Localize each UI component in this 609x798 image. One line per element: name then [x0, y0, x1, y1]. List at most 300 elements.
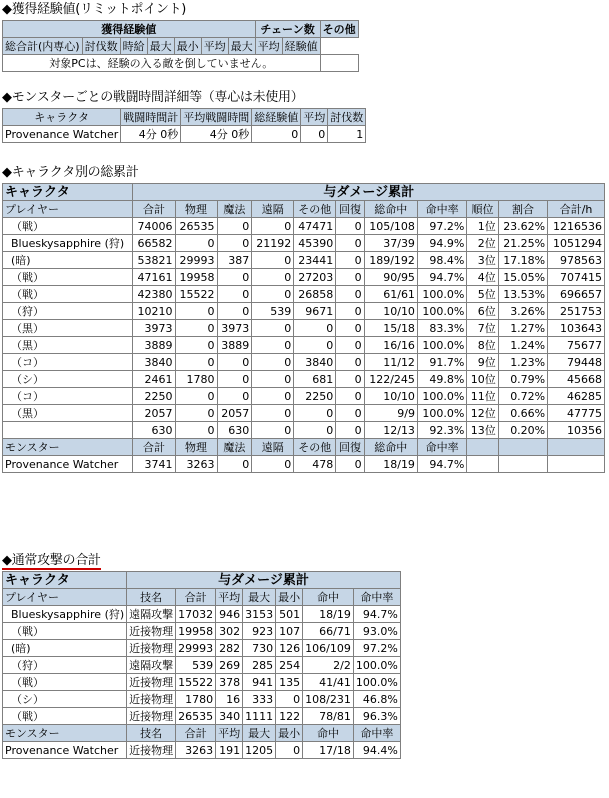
normal-player-cell: 539	[176, 657, 216, 674]
total-player-cell: 91.7%	[417, 354, 466, 371]
total-player-cell: 5位	[467, 286, 499, 303]
total-player-cell: 42380	[133, 286, 175, 303]
total-player-cell: 3973	[133, 320, 175, 337]
normal-section-title: ◆通常攻撃の合計	[2, 553, 101, 568]
total-player-cell: 0	[217, 286, 252, 303]
battle-cell: 1	[328, 126, 366, 143]
total-player-cell: 0	[252, 269, 294, 286]
total-player-cell: (暗)	[3, 252, 133, 269]
total-player-cell: 0	[294, 405, 336, 422]
total-player-cell: （狩）	[3, 303, 133, 320]
total-player-cell: 0	[336, 422, 364, 439]
total-player-cell: 12/13	[364, 422, 417, 439]
normal-player-cell: 26535	[176, 708, 216, 725]
normal-player-cell: 18/19	[303, 606, 354, 623]
total-player-row	[3, 235, 605, 252]
normal-monster-col-header: 命中率	[353, 725, 400, 742]
normal-player-cell: 近接物理	[127, 623, 176, 640]
total-player-cell: 16/16	[364, 337, 417, 354]
battle-col-header: 討伐数	[328, 109, 366, 126]
total-player-cell: 90/95	[364, 269, 417, 286]
normal-col-header: 最大	[243, 589, 276, 606]
total-player-cell: 2057	[133, 405, 175, 422]
normal-player-cell: （戦）	[3, 623, 127, 640]
total-player-cell: （黒）	[3, 320, 133, 337]
normal-player-label: プレイヤー	[3, 589, 127, 606]
normal-monster-cell: 近接物理	[127, 742, 176, 759]
normal-player-cell: （戦）	[3, 708, 127, 725]
normal-player-row	[3, 606, 401, 623]
total-player-cell: 46285	[548, 388, 605, 405]
exp-empty-cell	[320, 55, 358, 72]
total-player-cell: 103643	[548, 320, 605, 337]
total-player-cell: 21192	[252, 235, 294, 252]
total-player-cell: 49.8%	[417, 371, 466, 388]
total-player-cell: 0	[252, 337, 294, 354]
normal-table	[2, 571, 401, 759]
total-player-cell: 2位	[467, 235, 499, 252]
normal-player-cell: 66/71	[303, 623, 354, 640]
exp-col-header: 平均	[255, 38, 282, 55]
normal-monster-col-header: 技名	[127, 725, 176, 742]
total-player-cell: 10/10	[364, 388, 417, 405]
total-player-cell: 83.3%	[417, 320, 466, 337]
total-player-cell: 0	[217, 371, 252, 388]
total-monster-cell: 0	[217, 456, 252, 473]
exp-header-main: 獲得経験値	[3, 21, 256, 38]
normal-player-cell: 285	[243, 657, 276, 674]
total-player-cell: 100.0%	[417, 286, 466, 303]
total-player-cell: 94.9%	[417, 235, 466, 252]
normal-damage-label: 与ダメージ累計	[127, 572, 401, 589]
normal-col-header: 命中	[303, 589, 354, 606]
total-player-cell: 10210	[133, 303, 175, 320]
total-player-cell: 26535	[175, 218, 217, 235]
total-col-header: 回復	[336, 201, 364, 218]
battle-col-header: 戦闘時間計	[121, 109, 181, 126]
total-monster-cell: 3741	[133, 456, 175, 473]
normal-monster-cell: 1205	[243, 742, 276, 759]
normal-player-cell: 378	[216, 674, 243, 691]
normal-player-cell: 923	[243, 623, 276, 640]
total-player-cell: 251753	[548, 303, 605, 320]
total-player-cell: 0	[336, 388, 364, 405]
total-player-row	[3, 320, 605, 337]
battle-col-header: 総経験値	[252, 109, 301, 126]
exp-message: 対象PCは、経験の入る敵を倒していません。	[3, 55, 321, 72]
normal-player-cell: （シ）	[3, 691, 127, 708]
normal-monster-row	[3, 742, 401, 759]
total-monster-row	[3, 456, 605, 473]
exp-header-chain: チェーン数	[255, 21, 320, 38]
total-player-cell: 0	[175, 405, 217, 422]
total-player-cell: 0.20%	[498, 422, 547, 439]
total-player-cell: 0	[336, 235, 364, 252]
normal-player-cell: 41/41	[303, 674, 354, 691]
total-player-cell: 0	[217, 269, 252, 286]
normal-col-header: 命中率	[353, 589, 400, 606]
total-player-cell: 0	[336, 218, 364, 235]
total-player-cell: 3840	[294, 354, 336, 371]
total-player-cell: （黒）	[3, 405, 133, 422]
total-player-row	[3, 269, 605, 286]
normal-player-cell: 302	[216, 623, 243, 640]
total-player-cell: 10位	[467, 371, 499, 388]
total-player-cell: 11位	[467, 388, 499, 405]
total-player-cell: 0	[252, 218, 294, 235]
battle-row	[3, 126, 366, 143]
total-player-cell: Blueskysapphire (狩)	[3, 235, 133, 252]
total-player-cell: 15/18	[364, 320, 417, 337]
total-player-cell: 17.18%	[498, 252, 547, 269]
normal-player-cell: 282	[216, 640, 243, 657]
normal-player-cell: 97.2%	[353, 640, 400, 657]
total-player-cell: 0	[175, 354, 217, 371]
total-monster-cell: 0	[336, 456, 364, 473]
normal-player-cell: 96.3%	[353, 708, 400, 725]
total-player-cell: 3.26%	[498, 303, 547, 320]
total-monster-empty-header	[548, 439, 605, 456]
total-col-header: 順位	[467, 201, 499, 218]
total-col-header: 合計/h	[548, 201, 605, 218]
total-player-cell: 3889	[217, 337, 252, 354]
normal-player-row	[3, 657, 401, 674]
total-player-cell: 0	[175, 303, 217, 320]
total-player-cell: 0	[252, 354, 294, 371]
total-player-cell: 0	[175, 320, 217, 337]
normal-player-cell: 107	[276, 623, 303, 640]
total-monster-col-header: 総命中	[364, 439, 417, 456]
total-player-cell: 53821	[133, 252, 175, 269]
total-player-cell: 707415	[548, 269, 605, 286]
total-player-cell: 387	[217, 252, 252, 269]
total-player-cell: 100.0%	[417, 405, 466, 422]
exp-col-header: 討伐数	[82, 38, 120, 55]
total-player-cell: 0	[336, 371, 364, 388]
normal-player-cell: 1111	[243, 708, 276, 725]
normal-player-cell: 近接物理	[127, 640, 176, 657]
total-player-cell: （コ）	[3, 388, 133, 405]
total-player-cell: （黒）	[3, 337, 133, 354]
total-player-cell: 100.0%	[417, 337, 466, 354]
exp-col-header: 平均	[201, 38, 228, 55]
total-player-cell: 0	[217, 354, 252, 371]
total-player-cell: 2461	[133, 371, 175, 388]
battle-cell: 4分 0秒	[181, 126, 252, 143]
normal-player-cell: (暗)	[3, 640, 127, 657]
exp-col-header: 時給	[120, 38, 147, 55]
total-player-cell: 0	[336, 286, 364, 303]
normal-monster-label: モンスター	[3, 725, 127, 742]
total-player-cell: 0	[336, 269, 364, 286]
total-player-cell: 37/39	[364, 235, 417, 252]
normal-player-row	[3, 708, 401, 725]
total-player-cell: 0.79%	[498, 371, 547, 388]
normal-player-cell: 108/231	[303, 691, 354, 708]
total-player-cell: 100.0%	[417, 303, 466, 320]
total-monster-col-header: 物理	[175, 439, 217, 456]
total-player-label: プレイヤー	[3, 201, 133, 218]
total-player-cell: 0	[175, 388, 217, 405]
battle-section-title: ◆モンスターごとの戦闘時間詳細等（専心は未使用）	[2, 90, 304, 105]
total-player-cell: 630	[133, 422, 175, 439]
exp-section-title: ◆獲得経験値(リミットポイント)	[2, 2, 187, 17]
total-player-row	[3, 405, 605, 422]
total-player-cell: 0	[217, 218, 252, 235]
total-player-cell: 15522	[175, 286, 217, 303]
normal-player-cell: 近接物理	[127, 691, 176, 708]
total-player-cell: 0	[336, 320, 364, 337]
total-player-row	[3, 354, 605, 371]
normal-player-row	[3, 623, 401, 640]
total-monster-col-header: 合計	[133, 439, 175, 456]
normal-player-cell: 遠隔攻撃	[127, 606, 176, 623]
total-player-cell: 8位	[467, 337, 499, 354]
total-player-cell: 978563	[548, 252, 605, 269]
total-player-cell: 1216536	[548, 218, 605, 235]
total-player-cell: 0	[252, 286, 294, 303]
total-player-cell: 1.27%	[498, 320, 547, 337]
total-col-header: 物理	[175, 201, 217, 218]
total-monster-col-header: 回復	[336, 439, 364, 456]
total-monster-empty-header	[498, 439, 547, 456]
total-player-cell: 45390	[294, 235, 336, 252]
normal-player-cell: 46.8%	[353, 691, 400, 708]
total-player-cell: 23.62%	[498, 218, 547, 235]
total-monster-label: モンスター	[3, 439, 133, 456]
normal-col-header: 合計	[176, 589, 216, 606]
total-monster-cell: Provenance Watcher	[3, 456, 133, 473]
total-player-cell: 2057	[217, 405, 252, 422]
total-player-cell: 0	[252, 405, 294, 422]
total-section-title: ◆キャラクタ別の総累計	[2, 165, 139, 180]
normal-player-cell: 126	[276, 640, 303, 657]
total-player-cell: 26858	[294, 286, 336, 303]
total-monster-empty-cell	[498, 456, 547, 473]
total-player-cell: 15.05%	[498, 269, 547, 286]
normal-col-header: 技名	[127, 589, 176, 606]
total-player-cell: 45668	[548, 371, 605, 388]
total-damage-label: 与ダメージ累計	[133, 184, 605, 201]
total-table	[2, 183, 605, 473]
total-player-cell: 0	[294, 337, 336, 354]
total-player-cell: 0	[175, 235, 217, 252]
normal-player-cell: 730	[243, 640, 276, 657]
battle-cell: 0	[252, 126, 301, 143]
exp-col-header: 最小	[174, 38, 201, 55]
total-player-cell: 98.4%	[417, 252, 466, 269]
normal-player-cell: 94.7%	[353, 606, 400, 623]
total-col-header: 合計	[133, 201, 175, 218]
normal-player-cell: 16	[216, 691, 243, 708]
total-player-row	[3, 286, 605, 303]
exp-col-header: 経験値	[282, 38, 320, 55]
normal-player-cell: 15522	[176, 674, 216, 691]
total-player-row	[3, 218, 605, 235]
total-player-row	[3, 337, 605, 354]
total-player-cell: 47161	[133, 269, 175, 286]
total-player-cell: 23441	[294, 252, 336, 269]
total-player-cell: 0	[252, 388, 294, 405]
total-player-cell: 2250	[133, 388, 175, 405]
normal-player-cell: Blueskysapphire (狩)	[3, 606, 127, 623]
total-player-cell: 0	[217, 235, 252, 252]
total-char-label: キャラクタ	[3, 184, 133, 201]
total-player-cell: 9位	[467, 354, 499, 371]
total-player-cell: 0	[294, 320, 336, 337]
total-player-cell: 100.0%	[417, 388, 466, 405]
total-player-cell: 75677	[548, 337, 605, 354]
exp-col-header: 総合計(内専心)	[3, 38, 83, 55]
total-player-cell: 97.2%	[417, 218, 466, 235]
battle-col-header: キャラクタ	[3, 109, 121, 126]
total-monster-cell: 3263	[175, 456, 217, 473]
total-player-cell: 696657	[548, 286, 605, 303]
total-player-cell: 0	[217, 388, 252, 405]
total-player-cell: 9671	[294, 303, 336, 320]
total-col-header: 総命中	[364, 201, 417, 218]
total-player-cell: （戦）	[3, 269, 133, 286]
total-player-cell: （戦）	[3, 286, 133, 303]
total-player-cell: 3889	[133, 337, 175, 354]
total-player-cell	[3, 422, 133, 439]
total-player-cell: 4位	[467, 269, 499, 286]
normal-player-cell: 941	[243, 674, 276, 691]
total-player-cell: 0	[336, 303, 364, 320]
normal-col-header: 平均	[216, 589, 243, 606]
normal-player-cell: 1780	[176, 691, 216, 708]
normal-player-row	[3, 691, 401, 708]
normal-player-cell: 29993	[176, 640, 216, 657]
total-player-cell: 1.23%	[498, 354, 547, 371]
normal-monster-cell: 191	[216, 742, 243, 759]
total-player-cell: 0	[252, 371, 294, 388]
total-player-cell: 0	[252, 252, 294, 269]
total-player-cell: 630	[217, 422, 252, 439]
exp-table	[2, 20, 359, 72]
total-player-cell: 681	[294, 371, 336, 388]
normal-player-cell: 19958	[176, 623, 216, 640]
normal-player-cell: 遠隔攻撃	[127, 657, 176, 674]
total-player-cell: 6位	[467, 303, 499, 320]
normal-player-cell: （狩）	[3, 657, 127, 674]
battle-table	[2, 108, 366, 143]
normal-player-cell: 近接物理	[127, 674, 176, 691]
total-player-cell: 0	[252, 422, 294, 439]
normal-player-cell: 17032	[176, 606, 216, 623]
total-player-cell: 0	[336, 337, 364, 354]
normal-player-cell: 近接物理	[127, 708, 176, 725]
normal-monster-cell: 94.4%	[353, 742, 400, 759]
total-player-row	[3, 371, 605, 388]
normal-player-cell: 135	[276, 674, 303, 691]
normal-monster-cell: Provenance Watcher	[3, 742, 127, 759]
total-player-cell: 1780	[175, 371, 217, 388]
normal-player-row	[3, 674, 401, 691]
normal-player-cell: 501	[276, 606, 303, 623]
exp-col-header: 最大	[228, 38, 255, 55]
total-player-cell: 1位	[467, 218, 499, 235]
total-player-cell: 0.72%	[498, 388, 547, 405]
normal-player-cell: （戦）	[3, 674, 127, 691]
normal-monster-col-header: 命中	[303, 725, 354, 742]
total-col-header: 命中率	[417, 201, 466, 218]
normal-player-cell: 0	[276, 691, 303, 708]
normal-player-cell: 100.0%	[353, 657, 400, 674]
total-player-cell: 13位	[467, 422, 499, 439]
total-player-cell: 0	[175, 337, 217, 354]
total-player-row	[3, 303, 605, 320]
normal-player-cell: 3153	[243, 606, 276, 623]
total-monster-empty-cell	[548, 456, 605, 473]
normal-player-cell: 78/81	[303, 708, 354, 725]
total-monster-cell: 478	[294, 456, 336, 473]
total-player-cell: 66582	[133, 235, 175, 252]
battle-cell: 4分 0秒	[121, 126, 181, 143]
normal-monster-cell: 0	[276, 742, 303, 759]
battle-cell: 0	[301, 126, 328, 143]
total-monster-cell: 0	[252, 456, 294, 473]
total-monster-col-header: その他	[294, 439, 336, 456]
exp-header-other: その他	[320, 21, 358, 38]
total-col-header: 魔法	[217, 201, 252, 218]
battle-cell: Provenance Watcher	[3, 126, 121, 143]
normal-char-label: キャラクタ	[3, 572, 127, 589]
total-player-cell: 189/192	[364, 252, 417, 269]
total-player-cell: 3位	[467, 252, 499, 269]
total-player-cell: 47775	[548, 405, 605, 422]
total-player-cell: （戦）	[3, 218, 133, 235]
total-player-cell: 0	[252, 320, 294, 337]
total-player-cell: 3840	[133, 354, 175, 371]
total-player-cell: 92.3%	[417, 422, 466, 439]
total-player-cell: 0	[336, 405, 364, 422]
total-player-cell: 21.25%	[498, 235, 547, 252]
total-player-cell: 2250	[294, 388, 336, 405]
normal-monster-col-header: 最大	[243, 725, 276, 742]
total-monster-empty-header	[467, 439, 499, 456]
total-player-cell: 12位	[467, 405, 499, 422]
battle-col-header: 平均	[301, 109, 328, 126]
normal-player-cell: 122	[276, 708, 303, 725]
normal-player-cell: 2/2	[303, 657, 354, 674]
total-player-cell: 19958	[175, 269, 217, 286]
total-player-row	[3, 252, 605, 269]
total-player-cell: 61/61	[364, 286, 417, 303]
total-monster-col-header: 遠隔	[252, 439, 294, 456]
total-player-cell: 9/9	[364, 405, 417, 422]
total-player-cell: 105/108	[364, 218, 417, 235]
total-player-cell: （コ）	[3, 354, 133, 371]
normal-player-cell: 93.0%	[353, 623, 400, 640]
total-player-cell: 74006	[133, 218, 175, 235]
total-player-cell: 10356	[548, 422, 605, 439]
total-player-cell: 0	[294, 422, 336, 439]
exp-col-header: 最大	[147, 38, 174, 55]
total-player-cell: 27203	[294, 269, 336, 286]
total-col-header: その他	[294, 201, 336, 218]
total-player-cell: 0.66%	[498, 405, 547, 422]
total-col-header: 遠隔	[252, 201, 294, 218]
total-player-cell: 122/245	[364, 371, 417, 388]
normal-player-cell: 100.0%	[353, 674, 400, 691]
total-player-cell: 539	[252, 303, 294, 320]
total-monster-empty-cell	[467, 456, 499, 473]
total-col-header: 割合	[498, 201, 547, 218]
total-player-cell: 7位	[467, 320, 499, 337]
total-player-cell: 0	[175, 422, 217, 439]
normal-player-cell: 946	[216, 606, 243, 623]
